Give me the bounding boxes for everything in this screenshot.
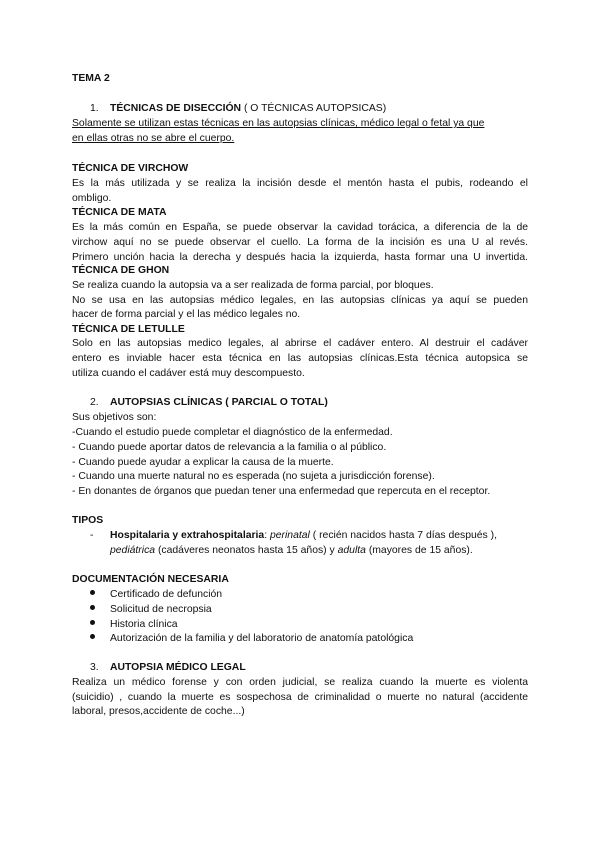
documentacion-item: Certificado de defunción [110,589,223,600]
section-3-heading [90,660,528,675]
section-1-title: TÉCNICAS DE DISECCIÓN [110,103,242,114]
document-title: TEMA 2 [72,73,110,84]
section-1-heading [90,101,528,116]
technique-mata-line-2: virchow aquí no se puede observar el cuello. La forma de la incisión es una U al revés. [72,237,528,248]
technique-mata-line-1: Es la más común en España, se puede observar la cavidad torácica, a diferencia de la de [72,222,528,233]
documentacion-item: Solicitud de necropsia [110,604,212,615]
tipos-adulta-desc: (mayores de 15 años). [368,545,473,556]
documentacion-item: Historia clínica [110,619,178,630]
technique-ghon-line-2: No se usa en las autopsias médico legales, en las autopsias clínicas ya aquí se pueden [72,295,528,306]
tipos-heading: TIPOS [72,515,104,526]
technique-letulle-line-1: Solo en las autopsias medico legales, al abrirse el cadáver entero. Al destruir el cadáver [72,338,528,349]
technique-heading-virchow: TÉCNICA DE VIRCHOW [72,163,189,174]
technique-ghon-line-3: hacer de forma parcial y el las médico legales no. [72,309,301,320]
tipos-adulta: adulta [337,545,366,556]
objective-item: - Cuando una muerte natural no es esperada (no sujeta a jurisdicción forense). [72,471,435,482]
section-3-line-3: laboral, presos,accidente de coche...) [72,706,245,717]
tipos-line-2 [110,543,528,558]
objective-item: - En donantes de órganos que puedan tener una enfermedad que repercuta en el receptor. [72,486,491,497]
section-1-note: ( O TÉCNICAS AUTOPSICAS) [243,103,387,114]
section-1-number: 1. [90,103,99,114]
technique-ghon-line-1: Se realiza cuando la autopsia va a ser realizada de forma parcial, por bloques. [72,280,434,291]
technique-mata-line-3: Primero unción hacia la derecha y después hacia la izquierda, hasta formar una U invertida. [72,252,528,263]
objective-item: - Cuando puede aportar datos de relevancia a la familia o al público. [72,442,387,453]
tipos-pediatrica-desc: (cadáveres neonatos hasta 15 años) y [157,545,335,556]
section-2-number: 2. [90,397,99,408]
objective-item: -Cuando el estudio puede completar el diagnóstico de la enfermedad. [72,427,393,438]
technique-heading-mata: TÉCNICA DE MATA [72,207,167,218]
section-2-heading [90,395,528,410]
documentacion-heading: DOCUMENTACIÓN NECESARIA [72,574,229,585]
tipos-hospitalaria: Hospitalaria y extrahospitalaria [110,530,265,541]
bullet-icon [90,631,98,639]
tipos-dash: - [90,530,94,541]
bullet-icon [90,602,98,610]
tipos-colon: : [264,530,268,541]
technique-letulle-line-3: utiliza cuando el cadáver está muy descompuesto. [72,368,305,379]
technique-virchow-line-2: ombligo. [72,193,112,204]
section-3-title: AUTOPSIA MÉDICO LEGAL [110,662,246,673]
technique-heading-letulle: TÉCNICA DE LETULLE [72,324,185,335]
bullet-icon [90,587,98,595]
technique-heading-ghon: TÉCNICA DE GHON [72,265,170,276]
section-3-line-2: (suicidio) , cuando la muerte es sospechosa de criminalidad o muerte no natural (accidente [72,692,528,703]
objectives-label: Sus objetivos son: [72,412,157,423]
technique-virchow-line-1: Es la más utilizada y se realiza la incisión desde el mentón hasta el pubis, rodeando el [72,178,528,189]
section-3-line-1: Realiza un médico forense y con orden judicial, se realiza cuando la muerte es violenta [72,677,528,688]
section-1-intro-line-2: en ellas otras no se abre el cuerpo. [72,133,235,144]
tipos-perinatal-desc: ( recién nacidos hasta 7 días después ), [312,530,497,541]
documentacion-item: Autorización de la familia y del laboratorio de anatomía patológica [110,633,414,644]
objective-item: - Cuando puede ayudar a explicar la causa de la muerte. [72,457,334,468]
technique-letulle-line-2: entero es inviable hacer esta técnica en las autopsias clínicas.Esta técnica autopsica se [72,353,528,364]
tipos-line-1 [110,528,528,543]
section-3-number: 3. [90,662,99,673]
tipos-pediatrica: pediátrica [110,545,156,556]
section-2-title: AUTOPSIAS CLÍNICAS ( PARCIAL O TOTAL) [110,397,328,408]
tipos-perinatal: perinatal [269,530,310,541]
bullet-icon [90,617,98,625]
section-1-intro-line-1: Solamente se utilizan estas técnicas en las autopsias clínicas, médico legal o fetal ya que [72,118,485,129]
